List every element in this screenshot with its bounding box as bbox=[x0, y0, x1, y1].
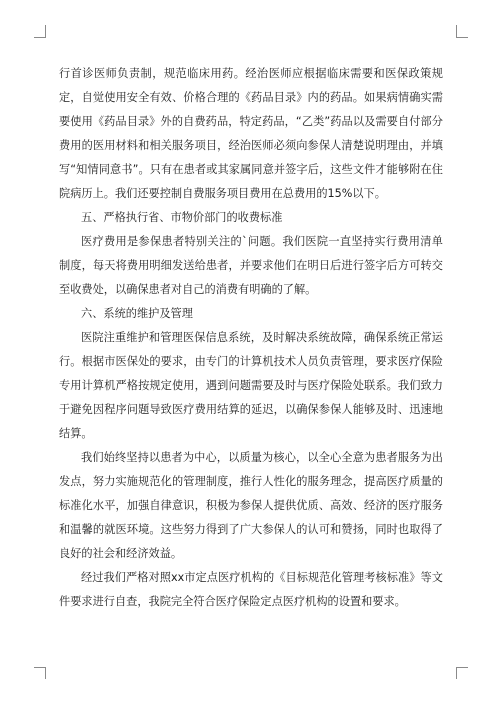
paragraph-self-inspection: 经过我们严格对照xx市定点医疗机构的《目标规范化管理考核标准》等文件要求进行自查，我院完全符合医疗保险定点医疗机构的设置和要求。 bbox=[59, 571, 443, 608]
paragraph-system-maintenance: 医院注重维护和管理医保信息系统，及时解决系统故障，确保系统正常运行。根据市医保处的要求，由专门的计算机技术人员负责管理，要求医疗保险专用计算机严格按规定使用，遇到问题需要及时与医疗保险处联系。我们致力于避免因程序问题导致医疗费用结算的延迟，以确保参保人能够及时、迅速地结算。 bbox=[59, 331, 443, 440]
document-body bbox=[59, 62, 443, 614]
paragraph-patient-centered: 我们始终坚持以患者为中心，以质量为核心，以全心全意为患者服务为出发点，努力实施规范化的管理制度，推行人性化的服务理念，提高医疗质量的标准化水平，加强自律意识，积极为参保人提供优质、高效、经济的医疗服务和温馨的就医环境。这些努力得到了广大参保人的认可和赞扬，同时也取得了良好的社会和经济效益。 bbox=[59, 451, 443, 560]
section-heading-system: 六、系统的维护及管理 bbox=[81, 307, 193, 320]
paragraph-prescription-policy: 行首诊医师负责制，规范临床用药。经治医师应根据临床需要和医保政策规定，自觉使用安全有效、价格合理的《药品目录》内的药品。如果病情确实需要使用《药品目录》外的自费药品，特定药品，“乙类”药品以及需要自付部分费用的医用材料和相关服务项目，经治医师必须向参保人清楚说明理由，并填写“知情同意书”。只有在患者或其家属同意并签字后，这些文件才能够附在住院病历上。我们还要控制自费服务项目费用在总费用的15%以下。 bbox=[59, 67, 443, 200]
section-heading-pricing: 五、严格执行省、市物价部门的收费标准 bbox=[81, 211, 283, 224]
paragraph-fee-list: 医疗费用是参保患者特别关注的`问题。我们医院一直坚持实行费用清单制度，每天将费用明细发送给患者，并要求他们在明日后进行签字后方可转交至收费处，以确保患者对自己的消费有明确的了解。 bbox=[59, 235, 443, 296]
